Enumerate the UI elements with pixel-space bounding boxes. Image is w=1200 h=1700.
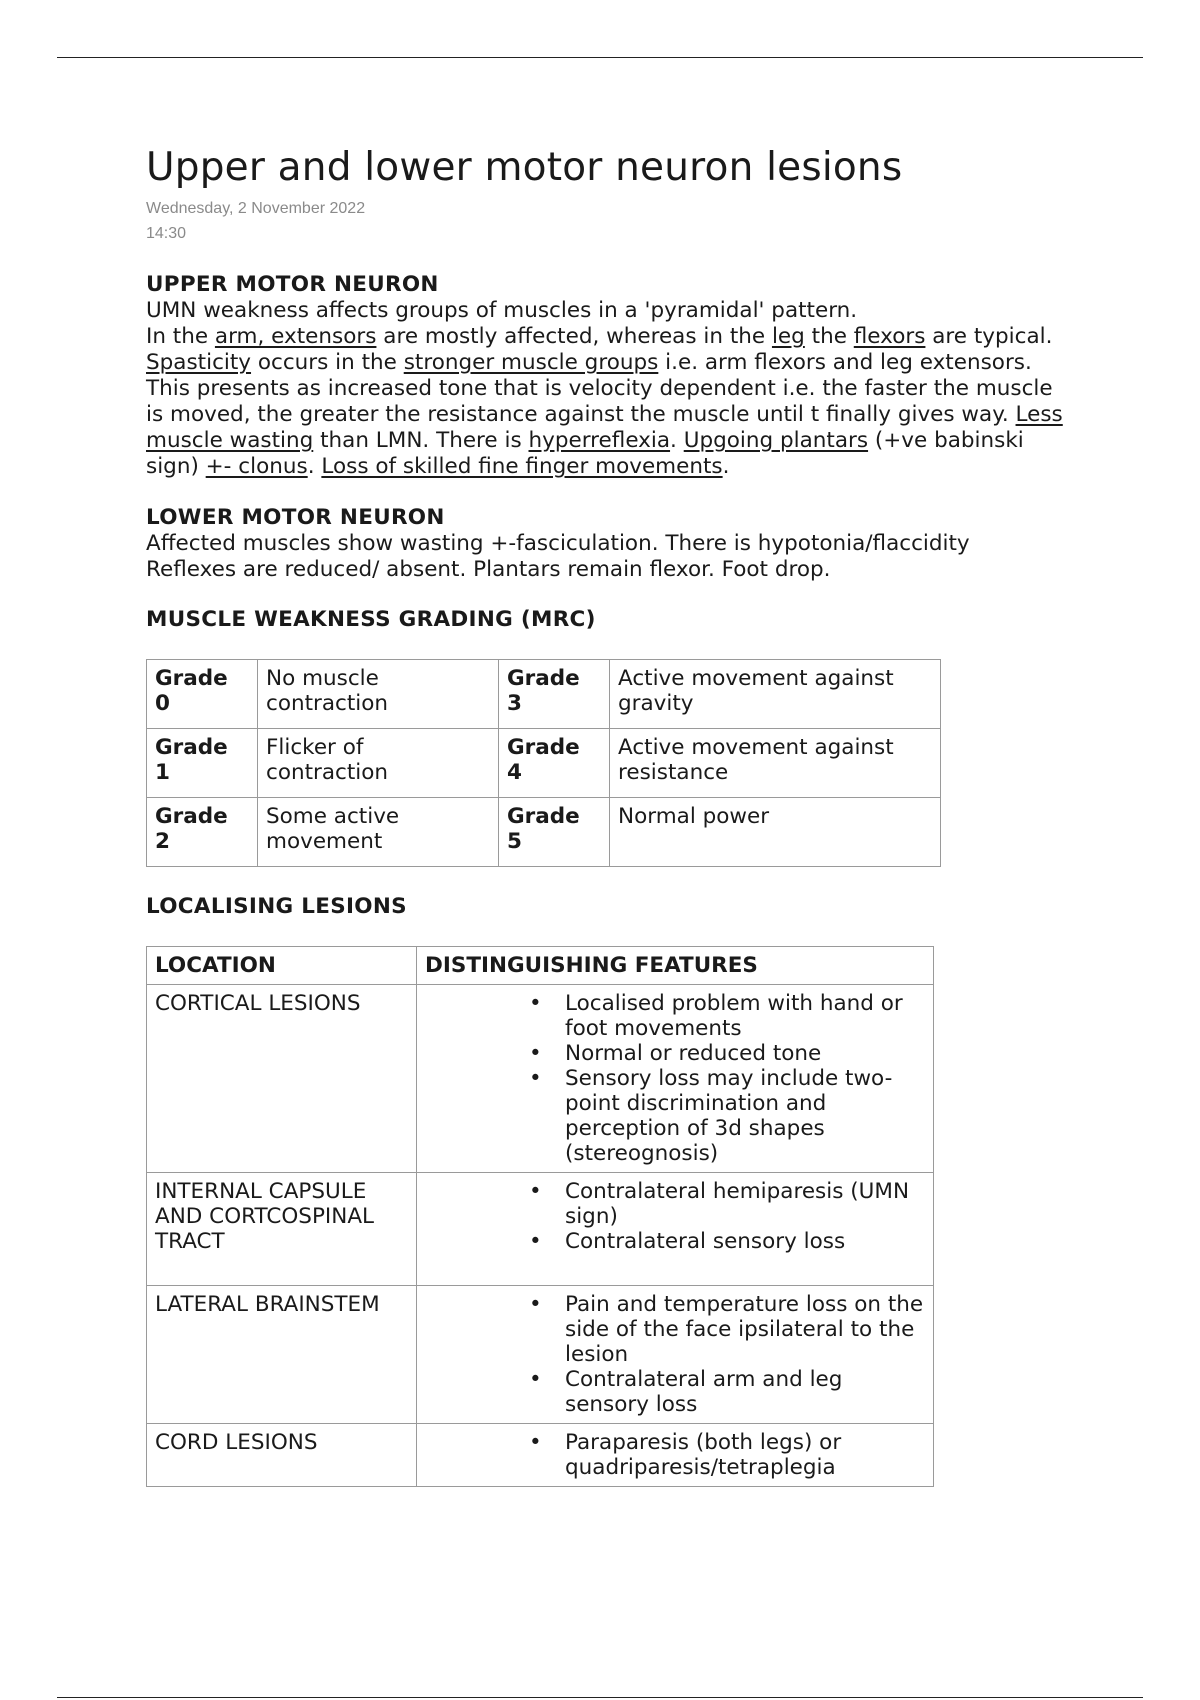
features-cell bbox=[417, 1173, 934, 1286]
grade-cell: Grade 5 bbox=[499, 798, 610, 867]
lmn-line-1: Affected muscles show wasting +-fasciculation. There is hypotonia/flaccidity bbox=[146, 531, 970, 556]
umn-u-clonus: +- clonus bbox=[205, 454, 308, 479]
table-row bbox=[147, 798, 941, 867]
lmn-section bbox=[146, 505, 1066, 583]
list-item: • Normal or reduced tone bbox=[565, 1041, 925, 1066]
localising-heading: LOCALISING LESIONS bbox=[146, 894, 407, 919]
list-item: • Contralateral hemiparesis (UMN sign) bbox=[565, 1179, 925, 1229]
table-row bbox=[147, 660, 941, 729]
list-item: • Contralateral sensory loss bbox=[565, 1229, 925, 1254]
list-item: • Pain and temperature loss on the side of the face ipsilateral to the lesion bbox=[565, 1292, 925, 1367]
page-title: Upper and lower motor neuron lesions bbox=[146, 145, 903, 190]
table-row bbox=[147, 1286, 934, 1424]
grade-description: Normal power bbox=[610, 798, 941, 867]
location-cell: INTERNAL CAPSULE AND CORTCOSPINAL TRACT bbox=[147, 1173, 417, 1286]
umn-section bbox=[146, 272, 1066, 480]
location-cell: CORTICAL LESIONS bbox=[147, 985, 417, 1173]
features-column-header: DISTINGUISHING FEATURES bbox=[417, 947, 934, 985]
grade-description: Active movement against gravity bbox=[610, 660, 941, 729]
table-row bbox=[147, 1424, 934, 1487]
localising-table bbox=[146, 946, 934, 1487]
umn-intro: UMN weakness affects groups of muscles in a 'pyramidal' pattern. bbox=[146, 298, 858, 323]
umn-u-arm-extensors: arm, extensors bbox=[214, 324, 377, 349]
list-item: • Contralateral arm and leg sensory loss bbox=[565, 1367, 925, 1417]
lmn-heading: LOWER MOTOR NEURON bbox=[146, 505, 445, 530]
umn-u-leg: leg bbox=[771, 324, 805, 349]
grade-cell: Grade 2 bbox=[147, 798, 258, 867]
grade-description: Flicker of contraction bbox=[258, 729, 499, 798]
features-list bbox=[425, 1292, 925, 1417]
table-row bbox=[147, 729, 941, 798]
features-list bbox=[425, 1430, 925, 1480]
umn-heading: UPPER MOTOR NEURON bbox=[146, 272, 439, 297]
mrc-heading: MUSCLE WEAKNESS GRADING (MRC) bbox=[146, 607, 596, 632]
features-list bbox=[425, 1179, 925, 1254]
umn-u-spasticity: Spasticity bbox=[146, 350, 252, 375]
umn-u-hyperreflexia: hyperreflexia bbox=[528, 428, 671, 453]
list-item: • Paraparesis (both legs) or quadriparesis/tetraplegia bbox=[565, 1430, 925, 1480]
bottom-divider bbox=[57, 1697, 1143, 1698]
table-row bbox=[147, 1173, 934, 1286]
localising-section bbox=[146, 894, 1066, 1487]
grade-description: Some active movement bbox=[258, 798, 499, 867]
list-item: • Localised problem with hand or foot movements bbox=[565, 991, 925, 1041]
lmn-line-2: Reflexes are reduced/ absent. Plantars remain flexor. Foot drop. bbox=[146, 557, 831, 582]
grade-cell: Grade 3 bbox=[499, 660, 610, 729]
umn-u-loss-skilled: Loss of skilled fine finger movements bbox=[321, 454, 723, 479]
grade-description: Active movement against resistance bbox=[610, 729, 941, 798]
mrc-section bbox=[146, 607, 1066, 867]
umn-u-less-wasting: Less muscle wasting bbox=[146, 402, 1063, 453]
note-page bbox=[146, 140, 1066, 1487]
note-time: 14:30 bbox=[146, 225, 187, 242]
grade-cell: Grade 1 bbox=[147, 729, 258, 798]
table-header-row bbox=[147, 947, 934, 985]
top-divider bbox=[57, 57, 1143, 58]
umn-u-upgoing: Upgoing plantars bbox=[683, 428, 869, 453]
features-cell bbox=[417, 1424, 934, 1487]
grade-cell: Grade 0 bbox=[147, 660, 258, 729]
umn-u-stronger: stronger muscle groups bbox=[403, 350, 659, 375]
features-cell bbox=[417, 985, 934, 1173]
grade-description: No muscle contraction bbox=[258, 660, 499, 729]
umn-description: In the arm, extensors are mostly affected, whereas in the leg the flexors are typical. Spasticity occurs in the stronger muscle groups i.e. arm flexors and leg extensors. This presents as increased tone that is velocity dependent i.e. the faster the muscle is moved, the greater the resistance against the muscle until t finally gives way. Less muscle wasting than LMN. There is hyperreflexia. Upgoing plantars (+ve babinski sign) +- clonus. Loss of skilled fine finger movements. bbox=[146, 324, 1063, 479]
features-list bbox=[425, 991, 925, 1166]
location-cell: LATERAL BRAINSTEM bbox=[147, 1286, 417, 1424]
note-date: Wednesday, 2 November 2022 bbox=[146, 200, 366, 217]
location-column-header: LOCATION bbox=[147, 947, 417, 985]
list-item: • Sensory loss may include two-point discrimination and perception of 3d shapes (stereognosis) bbox=[565, 1066, 925, 1166]
grade-cell: Grade 4 bbox=[499, 729, 610, 798]
mrc-grading-table bbox=[146, 659, 941, 867]
features-cell bbox=[417, 1286, 934, 1424]
umn-u-flexors: flexors bbox=[853, 324, 926, 349]
table-row bbox=[147, 985, 934, 1173]
location-cell: CORD LESIONS bbox=[147, 1424, 417, 1487]
